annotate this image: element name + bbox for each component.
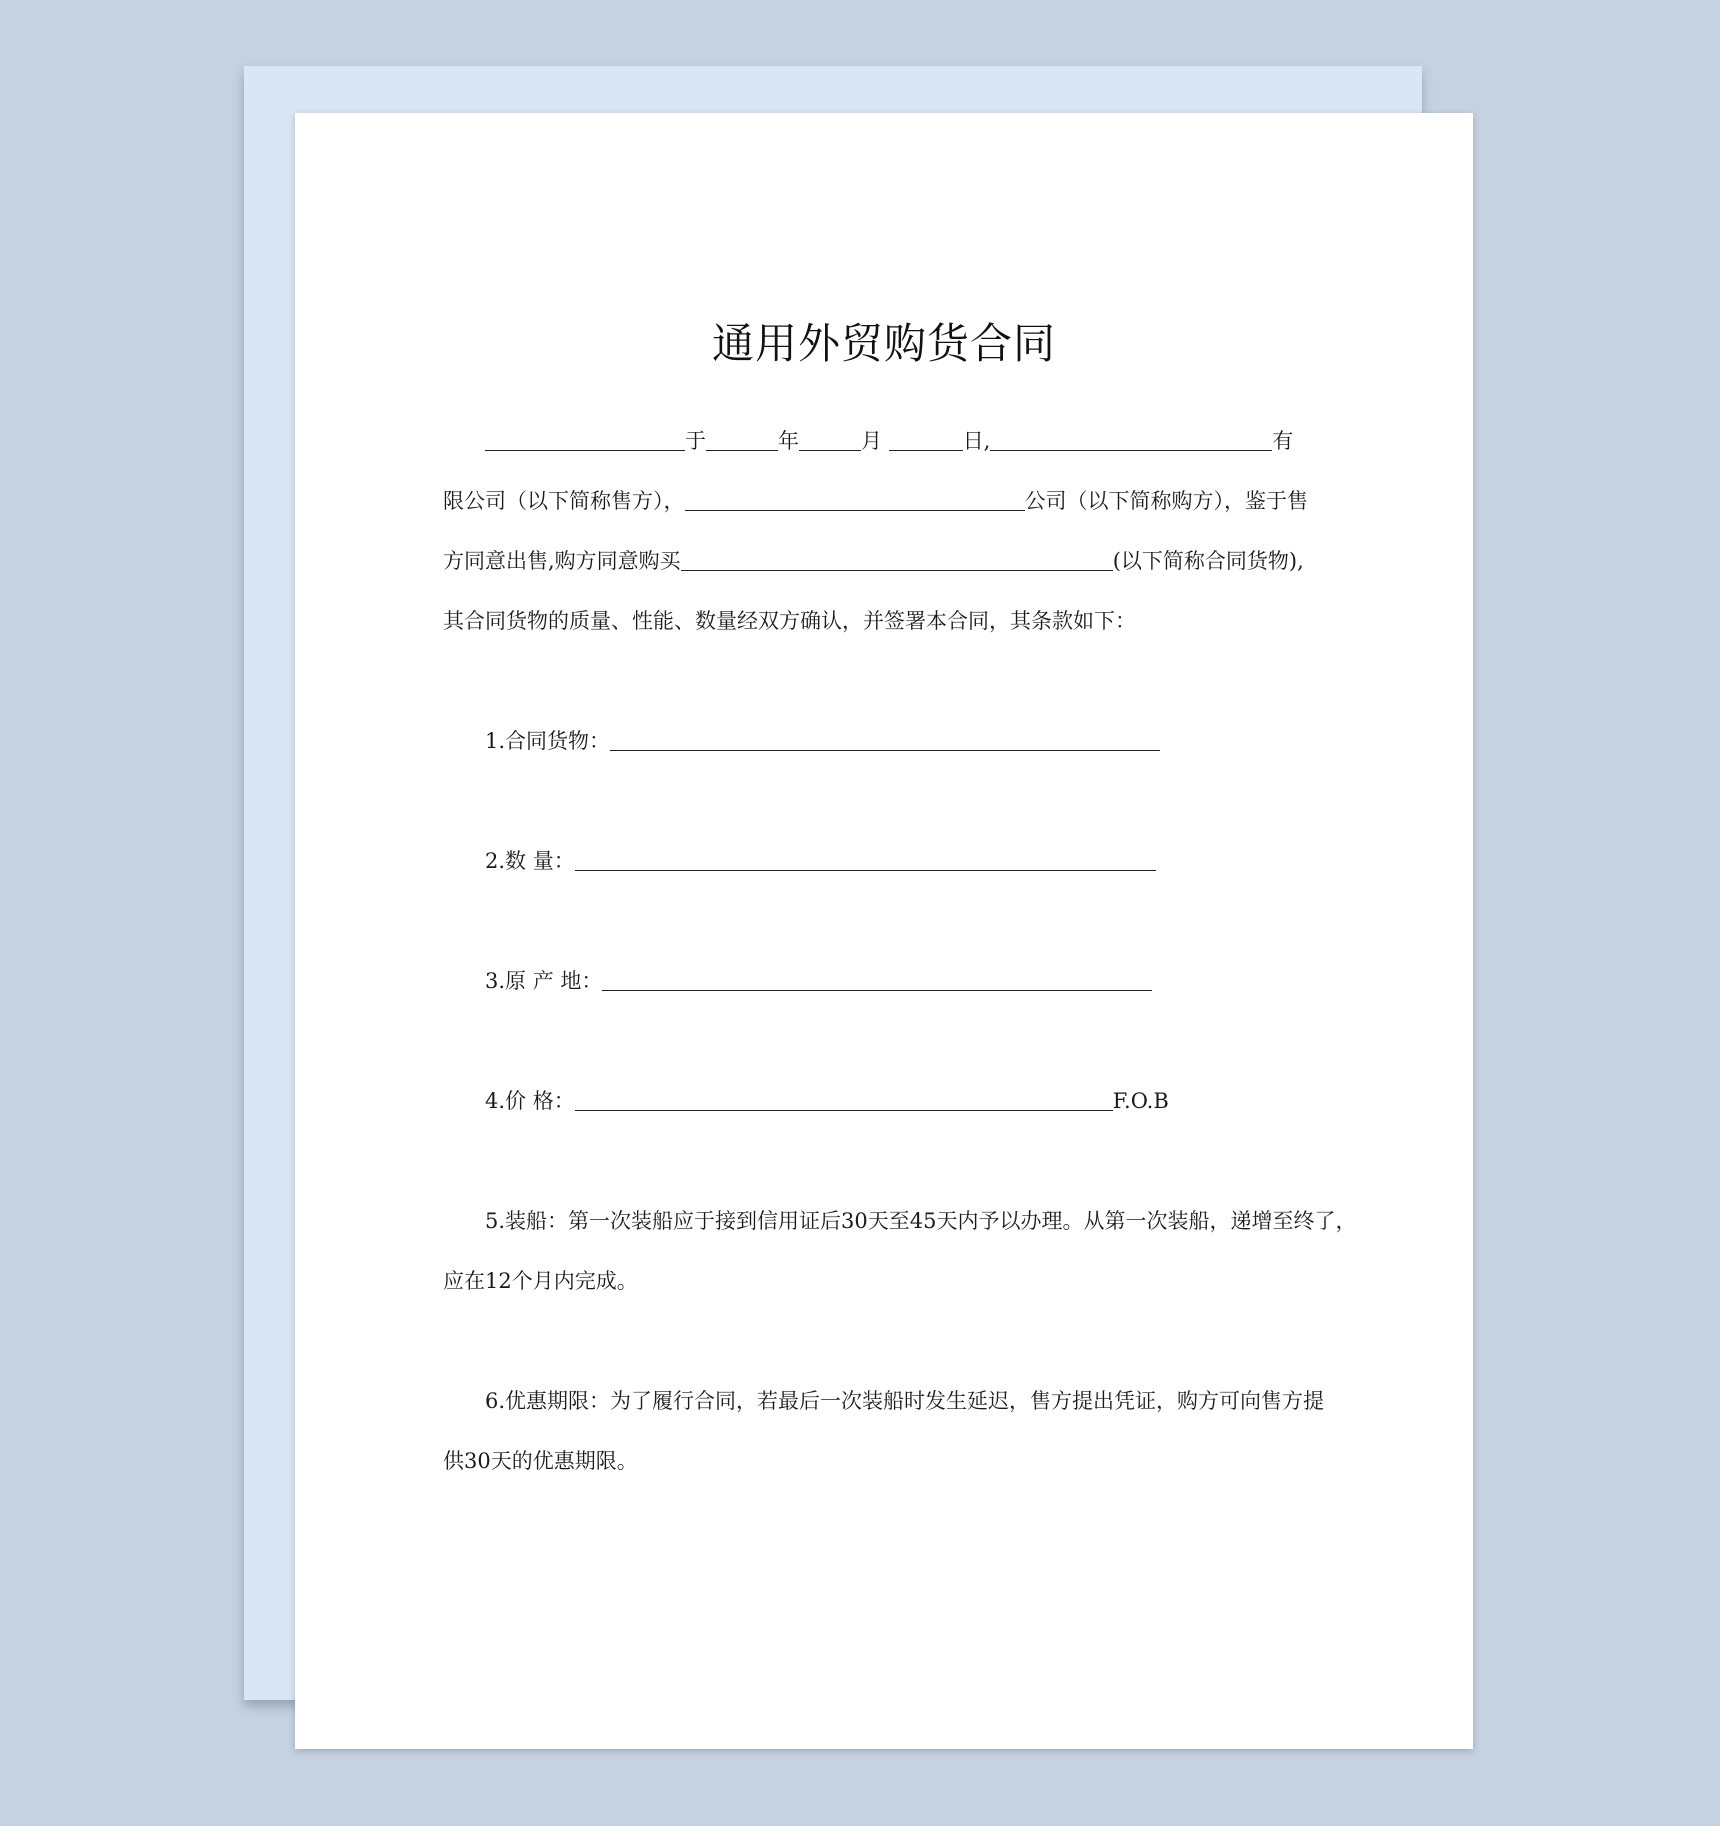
clause-origin-label: 3.原 产 地： — [485, 969, 603, 993]
blank-day[interactable] — [889, 427, 963, 451]
clause-goods — [485, 711, 1365, 771]
blank-year[interactable] — [706, 427, 778, 451]
front-paper-sheet — [295, 113, 1473, 1749]
blank-party-a[interactable] — [485, 427, 685, 451]
clause-origin — [485, 951, 1365, 1011]
clause-quantity-label: 2.数 量： — [485, 849, 575, 873]
clause-grace-line-1 — [443, 1371, 1323, 1431]
clause-grace-line-2: 供30天的优惠期限。 — [443, 1449, 638, 1473]
text-yu: 于 — [685, 429, 706, 453]
clause-shipment-line-1 — [443, 1191, 1357, 1251]
text-buyer-abbr: 公司（以下简称购方），鉴于售 — [1024, 489, 1308, 513]
intro-line-2 — [443, 471, 1323, 531]
text-goods-abbr: (以下简称合同货物), — [1112, 549, 1304, 573]
blank-month[interactable] — [799, 427, 861, 451]
price-term: F.O.B — [1112, 1089, 1169, 1113]
intro-line-4: 其合同货物的质量、性能、数量经双方确认，并签署本合同，其条款如下： — [443, 609, 1136, 633]
blank-clause-goods[interactable] — [610, 727, 1160, 751]
clause-shipment-line-2: 应在12个月内完成。 — [443, 1269, 638, 1293]
blank-clause-price[interactable] — [575, 1087, 1113, 1111]
text-seller-abbr: 限公司（以下简称售方）， — [443, 489, 685, 513]
text-ri: 日, — [962, 429, 991, 453]
clause-grace-text-1: 6.优惠期限：为了履行合同，若最后一次装船时发生延迟，售方提出凭证，购方可向售方提 — [485, 1389, 1325, 1413]
document-title: 通用外贸购货合同 — [711, 319, 1056, 368]
blank-goods-name[interactable] — [681, 547, 1113, 571]
blank-buyer-company[interactable] — [685, 487, 1025, 511]
blank-clause-quantity[interactable] — [575, 847, 1156, 871]
intro-line-3 — [443, 531, 1323, 591]
blank-seller-company[interactable] — [990, 427, 1272, 451]
clause-goods-label: 1.合同货物： — [485, 729, 611, 753]
clause-price-label: 4.价 格： — [485, 1089, 575, 1113]
blank-clause-origin[interactable] — [602, 967, 1152, 991]
intro-line-1 — [443, 411, 1323, 471]
text-you: 有 — [1272, 429, 1294, 453]
text-yue: 月 — [861, 429, 882, 453]
clause-quantity — [485, 831, 1365, 891]
clause-shipment-text-1: 5.装船：第一次装船应于接到信用证后30天至45天内予以办理。从第一次装船，递增至终了， — [485, 1209, 1357, 1233]
text-nian: 年 — [778, 429, 799, 453]
text-agree-purchase: 方同意出售,购方同意购买 — [443, 549, 681, 573]
clause-price — [485, 1071, 1365, 1131]
